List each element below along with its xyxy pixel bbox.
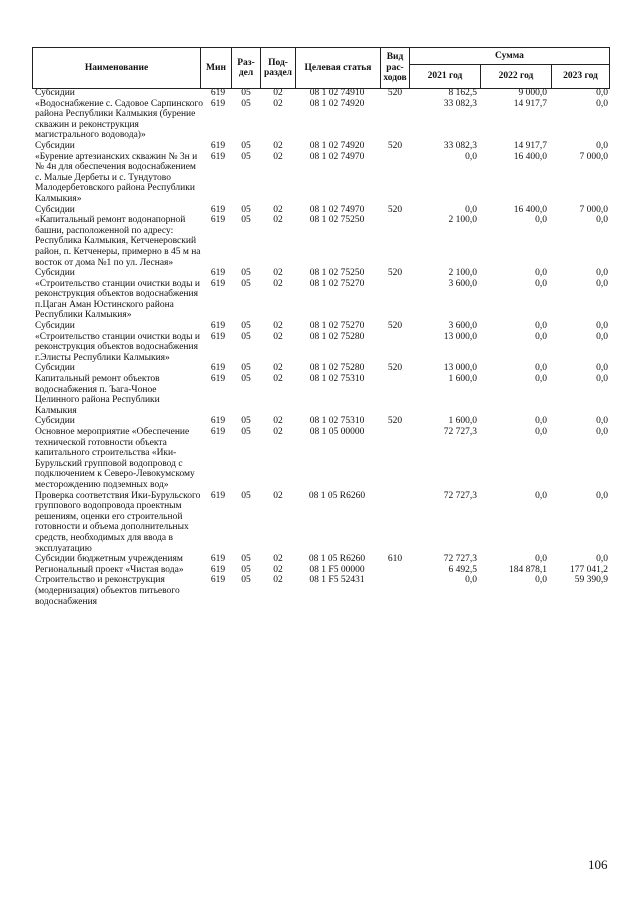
cell-y2: 184 878,1 [509,564,547,575]
table-row [32,279,610,321]
cell-min: 619 [210,268,226,279]
cell-name: Капитальный ремонт объектов водоснабжения п. Ъага-Чоное Целинного района Республики Калмыкия [35,374,160,416]
cell-y3: 0,0 [596,98,608,109]
cell-y3: 0,0 [596,427,608,437]
cell-razd: 05 [241,98,251,109]
cell-pod: 02 [273,98,283,109]
cell-razd: 05 [241,215,251,226]
cell-y1: 1 600,0 [448,416,477,427]
cell-cs: 08 1 02 75280 [309,331,365,342]
cell-y2: 0,0 [535,331,547,342]
cell-y1: 0,0 [465,204,477,215]
cell-y2: 9 000,0 [518,88,547,98]
cell-cs: 08 1 02 74970 [309,151,365,162]
header-year-2021: 2021 год [410,65,481,89]
cell-y2: 0,0 [535,427,547,437]
cell-min: 619 [210,374,226,385]
cell-min: 619 [210,88,226,98]
cell-min: 619 [210,427,226,437]
cell-pod: 02 [273,321,283,332]
table-row [32,321,610,332]
header-expense-type: Вид рас-ходов [381,48,410,89]
cell-razd: 05 [241,268,251,279]
cell-y1: 6 492,5 [448,564,477,575]
page-number: 106 [588,857,608,872]
cell-name: «Водоснабжение с. Садовое Сарпинского района Республики Калмыкия (бурение скважин и реконструкция магистрального водовода)» [35,98,203,141]
cell-vid: 520 [387,88,403,98]
cell-min: 619 [210,140,226,151]
cell-pod: 02 [273,363,283,374]
cell-cs: 08 1 05 R6260 [308,554,366,565]
cell-name: «Строительство станции очистки воды и реконструкция объектов водоснабжения г.Элисты Республики Калмыкия» [35,331,200,363]
table-row [32,416,610,427]
cell-razd: 05 [241,374,251,385]
cell-y2: 0,0 [535,575,547,586]
cell-vid: 610 [387,554,403,565]
cell-cs: 08 1 05 00000 [309,427,365,437]
cell-min: 619 [210,490,226,501]
cell-y3: 0,0 [596,278,608,289]
cell-pod: 02 [273,140,283,151]
cell-y1: 8 162,5 [448,88,477,98]
table-row [32,575,610,607]
cell-cs: 08 1 02 74970 [309,204,365,215]
table-body [32,88,610,607]
cell-razd: 05 [241,490,251,501]
cell-min: 619 [210,278,226,289]
cell-y1: 72 727,3 [443,427,477,437]
cell-name: «Строительство станции очистки воды и реконструкция объектов водоснабжения п.Цаган Аман Юстинского района Республики Калмыкия» [35,278,200,321]
table-header [32,47,610,89]
cell-vid: 520 [387,363,403,374]
header-year-2023: 2023 год [552,65,610,89]
table-row [32,363,610,374]
cell-y3: 0,0 [596,416,608,427]
cell-name: Субсидии бюджетным учреждениям [35,554,183,565]
table-row [32,88,610,99]
table-row [32,374,610,416]
cell-y2: 0,0 [535,374,547,385]
cell-y1: 1 600,0 [448,374,477,385]
cell-y3: 0,0 [596,268,608,279]
cell-vid: 520 [387,204,403,215]
cell-cs: 08 1 F5 52431 [309,575,365,586]
cell-y2: 14 917,7 [513,98,547,109]
header-min: Мин [201,48,232,89]
cell-y2: 16 400,0 [513,151,547,162]
table-row [32,268,610,279]
cell-razd: 05 [241,331,251,342]
cell-pod: 02 [273,331,283,342]
cell-min: 619 [210,204,226,215]
cell-pod: 02 [273,151,283,162]
cell-name: Субсидии [35,321,75,332]
cell-cs: 08 1 02 74910 [309,88,365,98]
cell-cs: 08 1 F5 00000 [309,564,365,575]
cell-name: Субсидии [35,363,75,374]
cell-pod: 02 [273,268,283,279]
cell-y2: 0,0 [535,554,547,565]
cell-y1: 72 727,3 [443,490,477,501]
cell-razd: 05 [241,151,251,162]
cell-min: 619 [210,416,226,427]
cell-y2: 0,0 [535,321,547,332]
cell-cs: 08 1 05 R6260 [308,490,366,501]
cell-razd: 05 [241,554,251,565]
cell-pod: 02 [273,427,283,437]
cell-name: Субсидии [35,140,75,151]
cell-razd: 05 [241,416,251,427]
header-target-article: Целевая статья [296,48,381,89]
cell-cs: 08 1 02 75250 [309,215,365,226]
header-sum: Сумма [410,48,610,65]
table-row [32,99,610,141]
cell-vid: 520 [387,416,403,427]
cell-cs: 08 1 02 75310 [309,416,365,427]
cell-y1: 0,0 [465,151,477,162]
table-row [32,332,610,364]
cell-y2: 16 400,0 [513,204,547,215]
cell-razd: 05 [241,278,251,289]
cell-y3: 7 000,0 [579,204,608,215]
cell-min: 619 [210,575,226,586]
cell-name: «Бурение артезианских скважин № 3н и № 4н для обеспечения водоснабжением с. Малые Дербеты и с. Тундутово Малодербетовского района Республики Калмыкия» [35,151,198,204]
cell-name: «Капитальный ремонт водонапорной башни, расположенной по адресу: Республика Калмыкия, Кетченеровский район, п. Кетченеры, примерно в 45 м на восток от дома №1 по ул. Лесная» [35,215,201,268]
cell-min: 619 [210,151,226,162]
cell-razd: 05 [241,88,251,98]
cell-name: Субсидии [35,88,75,98]
cell-razd: 05 [241,564,251,575]
cell-name: Строительство и реконструкция (модернизация) объектов питьевого водоснабжения [35,575,180,607]
cell-y3: 0,0 [596,140,608,151]
cell-y2: 0,0 [535,278,547,289]
cell-vid: 520 [387,268,403,279]
cell-razd: 05 [241,427,251,437]
cell-razd: 05 [241,140,251,151]
table-row [32,554,610,565]
cell-y3: 59 390,9 [574,575,608,586]
cell-y1: 3 600,0 [448,278,477,289]
cell-pod: 02 [273,575,283,586]
cell-cs: 08 1 02 74920 [309,140,365,151]
table-row [32,215,610,268]
cell-y2: 14 917,7 [513,140,547,151]
header-year-2022: 2022 год [481,65,552,89]
header-razdel: Раз-дел [232,48,261,89]
header-podrazdel: Под-раздел [261,48,296,89]
cell-min: 619 [210,331,226,342]
cell-pod: 02 [273,374,283,385]
cell-razd: 05 [241,321,251,332]
cell-min: 619 [210,215,226,226]
cell-razd: 05 [241,575,251,586]
table-row [32,565,610,576]
cell-cs: 08 1 02 75270 [309,321,365,332]
cell-pod: 02 [273,416,283,427]
cell-y1: 13 000,0 [443,363,477,374]
table-row [32,491,610,555]
cell-cs: 08 1 02 75280 [309,363,365,374]
cell-y3: 0,0 [596,490,608,501]
cell-y2: 0,0 [535,490,547,501]
cell-name: Субсидии [35,204,75,215]
cell-y1: 13 000,0 [443,331,477,342]
cell-cs: 08 1 02 75270 [309,278,365,289]
cell-y3: 0,0 [596,374,608,385]
cell-razd: 05 [241,363,251,374]
cell-y3: 0,0 [596,554,608,565]
cell-y3: 0,0 [596,363,608,374]
cell-min: 619 [210,554,226,565]
table-row [32,205,610,216]
cell-y2: 0,0 [535,268,547,279]
cell-min: 619 [210,98,226,109]
cell-pod: 02 [273,88,283,98]
cell-y3: 0,0 [596,331,608,342]
cell-vid: 520 [387,321,403,332]
header-name: Наименование [33,48,201,89]
cell-y1: 0,0 [465,575,477,586]
cell-y3: 0,0 [596,321,608,332]
cell-pod: 02 [273,215,283,226]
cell-name: Проверка соответствия Ики-Бурульского группового водопровода проектным решениям, оценки его строительной готовности и объема дополнительных средств, необходимых для ввода в эксплуатацию [35,490,201,554]
cell-pod: 02 [273,554,283,565]
cell-y2: 0,0 [535,215,547,226]
cell-pod: 02 [273,490,283,501]
cell-y2: 0,0 [535,363,547,374]
cell-name: Субсидии [35,416,75,427]
cell-y3: 7 000,0 [579,151,608,162]
cell-vid: 520 [387,140,403,151]
cell-min: 619 [210,564,226,575]
table-row [32,152,610,205]
cell-razd: 05 [241,204,251,215]
cell-pod: 02 [273,564,283,575]
cell-cs: 08 1 02 75310 [309,374,365,385]
cell-y1: 2 100,0 [448,215,477,226]
cell-pod: 02 [273,278,283,289]
cell-cs: 08 1 02 75250 [309,268,365,279]
cell-name: Основное мероприятие «Обеспечение технической готовности объекта капитального строительства «Ики-Бурульский групповой водопровод с подключением к Северо-Левокумскому месторождению подземных вод» [35,427,195,490]
cell-min: 619 [210,321,226,332]
cell-y1: 33 082,3 [443,140,477,151]
cell-y1: 3 600,0 [448,321,477,332]
cell-y1: 72 727,3 [443,554,477,565]
cell-name: Субсидии [35,268,75,279]
cell-cs: 08 1 02 74920 [309,98,365,109]
cell-y1: 2 100,0 [448,268,477,279]
table-row [32,141,610,152]
table-row [32,427,610,491]
cell-y1: 33 082,3 [443,98,477,109]
cell-name: Региональный проект «Чистая вода» [35,564,184,575]
cell-y2: 0,0 [535,416,547,427]
cell-min: 619 [210,363,226,374]
cell-y3: 0,0 [596,88,608,98]
cell-y3: 0,0 [596,215,608,226]
cell-pod: 02 [273,204,283,215]
cell-y3: 177 041,2 [570,564,608,575]
